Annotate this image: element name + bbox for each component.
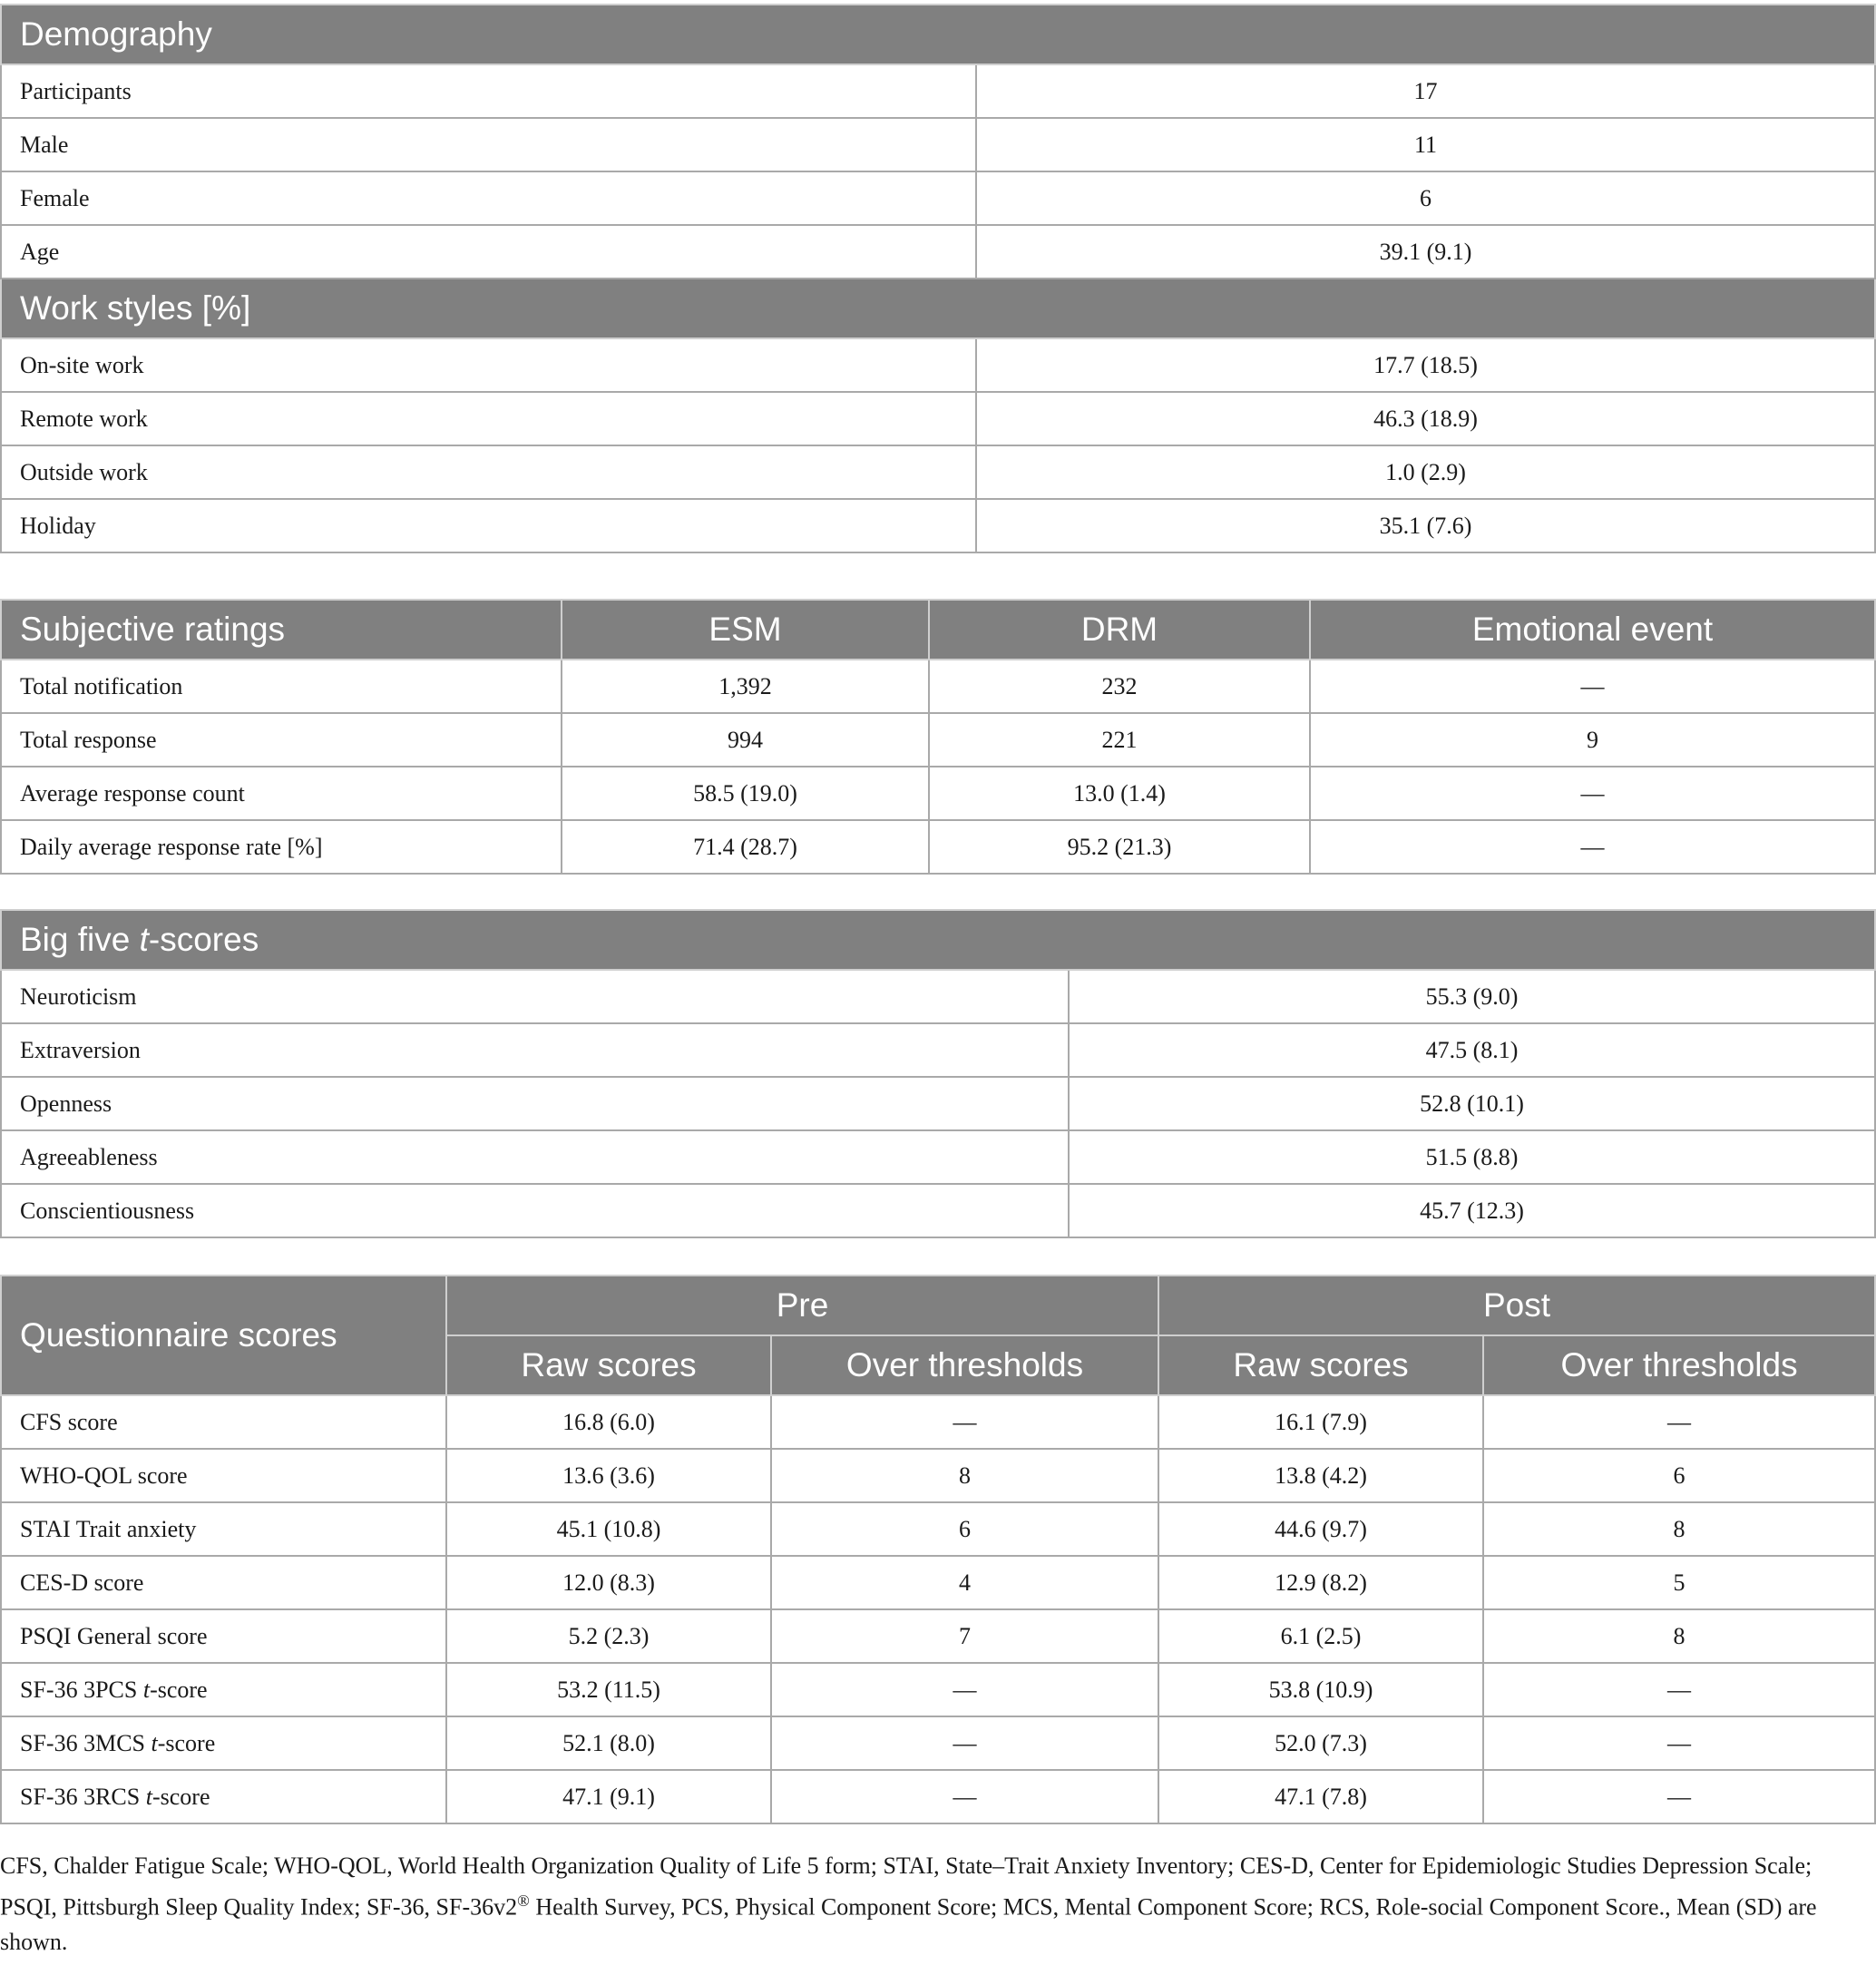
row-label [1, 1663, 446, 1716]
row-value: 12.0 (8.3) [446, 1556, 771, 1609]
row-label [1, 1449, 446, 1502]
row-label: Extraversion [1, 1023, 1069, 1077]
column-header-emotional-event: Emotional event [1310, 600, 1875, 660]
big-five-header-prefix: Big five [20, 921, 140, 958]
row-value: 12.9 (8.2) [1158, 1556, 1483, 1609]
table-row [1, 338, 1875, 392]
questionnaire-body [1, 1395, 1875, 1823]
row-value: 5 [1483, 1556, 1875, 1609]
table-row [1, 970, 1875, 1023]
row-value: 46.3 (18.9) [976, 392, 1875, 445]
subjective-header: Subjective ratings [1, 600, 562, 660]
row-value: 58.5 (19.0) [562, 767, 929, 820]
table-row [1, 1023, 1875, 1077]
row-value: 71.4 (28.7) [562, 820, 929, 874]
table-row [1, 1395, 1875, 1449]
row-label-text: CFS score [20, 1408, 118, 1435]
row-value: 13.8 (4.2) [1158, 1449, 1483, 1502]
table-row [1, 767, 1875, 820]
row-value: — [1483, 1395, 1875, 1449]
row-value: 45.7 (12.3) [1069, 1184, 1875, 1237]
row-label: Female [1, 171, 976, 225]
row-label-suffix: -score [150, 1676, 208, 1703]
demography-table [0, 4, 1876, 553]
column-header-over-thresholds: Over thresholds [771, 1335, 1158, 1395]
row-value: — [771, 1663, 1158, 1716]
table-row [1, 225, 1875, 279]
row-label: Participants [1, 64, 976, 118]
table-row [1, 1502, 1875, 1556]
row-label: Total response [1, 713, 562, 767]
row-value: 1.0 (2.9) [976, 445, 1875, 499]
row-value: 52.1 (8.0) [446, 1716, 771, 1770]
row-label [1, 1556, 446, 1609]
row-label: Male [1, 118, 976, 171]
row-value: — [771, 1395, 1158, 1449]
row-value: 6 [771, 1502, 1158, 1556]
demography-header: Demography [1, 5, 1875, 64]
row-value: 47.1 (7.8) [1158, 1770, 1483, 1823]
row-label-text: CES-D score [20, 1569, 144, 1596]
column-header-raw-scores: Raw scores [1158, 1335, 1483, 1395]
row-value: 44.6 (9.7) [1158, 1502, 1483, 1556]
row-value: 7 [771, 1609, 1158, 1663]
row-label: Conscientiousness [1, 1184, 1069, 1237]
row-value: 52.0 (7.3) [1158, 1716, 1483, 1770]
row-label-text: SF-36 3PCS [20, 1676, 143, 1703]
table-row [1, 499, 1875, 552]
row-value: 55.3 (9.0) [1069, 970, 1875, 1023]
row-label: Outside work [1, 445, 976, 499]
row-value: 6.1 (2.5) [1158, 1609, 1483, 1663]
big-five-table [0, 909, 1876, 1238]
row-value: 13.0 (1.4) [929, 767, 1310, 820]
row-value: — [1483, 1716, 1875, 1770]
row-label: Age [1, 225, 976, 279]
row-value: 8 [1483, 1609, 1875, 1663]
row-label [1, 1716, 446, 1770]
row-value: 51.5 (8.8) [1069, 1130, 1875, 1184]
row-label: Average response count [1, 767, 562, 820]
table-row [1, 820, 1875, 874]
row-label-italic: t [151, 1729, 158, 1756]
row-value: 35.1 (7.6) [976, 499, 1875, 552]
table-row [1, 1449, 1875, 1502]
row-label-italic: t [142, 1676, 151, 1703]
row-label [1, 1502, 446, 1556]
row-label: On-site work [1, 338, 976, 392]
table-row [1, 1663, 1875, 1716]
table-row [1, 445, 1875, 499]
row-value: — [1483, 1663, 1875, 1716]
row-value: 16.1 (7.9) [1158, 1395, 1483, 1449]
row-label: Remote work [1, 392, 976, 445]
row-label-text: STAI Trait anxiety [20, 1515, 197, 1542]
row-value: 11 [976, 118, 1875, 171]
table-row [1, 171, 1875, 225]
row-value: 4 [771, 1556, 1158, 1609]
row-label-text: PSQI General score [20, 1622, 208, 1649]
row-label [1, 1770, 446, 1823]
questionnaire-header: Questionnaire scores [1, 1276, 446, 1395]
table-footnote [0, 1849, 1869, 1960]
subjective-ratings-table [0, 599, 1876, 875]
row-label: Holiday [1, 499, 976, 552]
questionnaire-table [0, 1275, 1876, 1824]
row-label [1, 1609, 446, 1663]
row-value: — [1483, 1770, 1875, 1823]
row-value: 232 [929, 660, 1310, 713]
row-value: 8 [771, 1449, 1158, 1502]
table-row [1, 1556, 1875, 1609]
column-header-over-thresholds: Over thresholds [1483, 1335, 1875, 1395]
big-five-header-suffix: -scores [148, 921, 259, 958]
column-header-raw-scores: Raw scores [446, 1335, 771, 1395]
row-label: Openness [1, 1077, 1069, 1130]
row-value: 17.7 (18.5) [976, 338, 1875, 392]
row-value: 6 [1483, 1449, 1875, 1502]
row-value: 95.2 (21.3) [929, 820, 1310, 874]
row-label-text: SF-36 3MCS [20, 1729, 151, 1756]
row-label-text: WHO-QOL score [20, 1462, 188, 1489]
row-value: 45.1 (10.8) [446, 1502, 771, 1556]
row-value: 52.8 (10.1) [1069, 1077, 1875, 1130]
row-value: 5.2 (2.3) [446, 1609, 771, 1663]
table-row [1, 392, 1875, 445]
table-row [1, 1184, 1875, 1237]
row-label-text: SF-36 3RCS [20, 1783, 146, 1810]
registered-mark: ® [517, 1892, 530, 1910]
row-label-suffix: -score [157, 1729, 216, 1756]
row-value: 17 [976, 64, 1875, 118]
column-header-drm: DRM [929, 600, 1310, 660]
row-label-suffix: -score [151, 1783, 210, 1810]
table-row [1, 713, 1875, 767]
row-value: — [1310, 767, 1875, 820]
work-styles-header: Work styles [%] [1, 279, 1875, 338]
footnote-text-continued: Health Survey, PCS, Physical Component Score; MCS, Mental Component Score; RCS, Role-social Component Score., Mean (SD) are shown. [0, 1893, 1817, 1955]
table-row [1, 118, 1875, 171]
column-group-pre: Pre [446, 1276, 1158, 1335]
table-row [1, 1077, 1875, 1130]
row-value: — [771, 1770, 1158, 1823]
column-header-esm: ESM [562, 600, 929, 660]
table-row [1, 660, 1875, 713]
row-label: Daily average response rate [%] [1, 820, 562, 874]
row-value: — [1310, 660, 1875, 713]
big-five-header [1, 910, 1875, 970]
table-row [1, 1716, 1875, 1770]
row-label: Neuroticism [1, 970, 1069, 1023]
row-value: 53.2 (11.5) [446, 1663, 771, 1716]
row-value: 6 [976, 171, 1875, 225]
table-row [1, 1130, 1875, 1184]
big-five-header-italic: t [139, 921, 149, 958]
row-value: 47.5 (8.1) [1069, 1023, 1875, 1077]
footnote-text: CFS, Chalder Fatigue Scale; WHO-QOL, World Health Organization Quality of Life 5 form; STAI, State–Trait Anxiety Inventory; CES-D, Center for Epidemiologic Studies Depression Scale; PSQI, Pittsburgh Sleep Quality Index; SF-36, SF-36v2 [0, 1853, 1812, 1921]
table-row [1, 1609, 1875, 1663]
row-value: 53.8 (10.9) [1158, 1663, 1483, 1716]
row-value: 1,392 [562, 660, 929, 713]
row-value: 39.1 (9.1) [976, 225, 1875, 279]
row-value: 9 [1310, 713, 1875, 767]
row-label: Agreeableness [1, 1130, 1069, 1184]
row-value: 8 [1483, 1502, 1875, 1556]
row-value: — [771, 1716, 1158, 1770]
row-label [1, 1395, 446, 1449]
row-value: — [1310, 820, 1875, 874]
row-value: 16.8 (6.0) [446, 1395, 771, 1449]
table-row [1, 64, 1875, 118]
row-value: 47.1 (9.1) [446, 1770, 771, 1823]
row-value: 221 [929, 713, 1310, 767]
row-value: 13.6 (3.6) [446, 1449, 771, 1502]
row-value: 994 [562, 713, 929, 767]
row-label-italic: t [145, 1783, 152, 1810]
row-label: Total notification [1, 660, 562, 713]
column-group-post: Post [1158, 1276, 1875, 1335]
table-row [1, 1770, 1875, 1823]
